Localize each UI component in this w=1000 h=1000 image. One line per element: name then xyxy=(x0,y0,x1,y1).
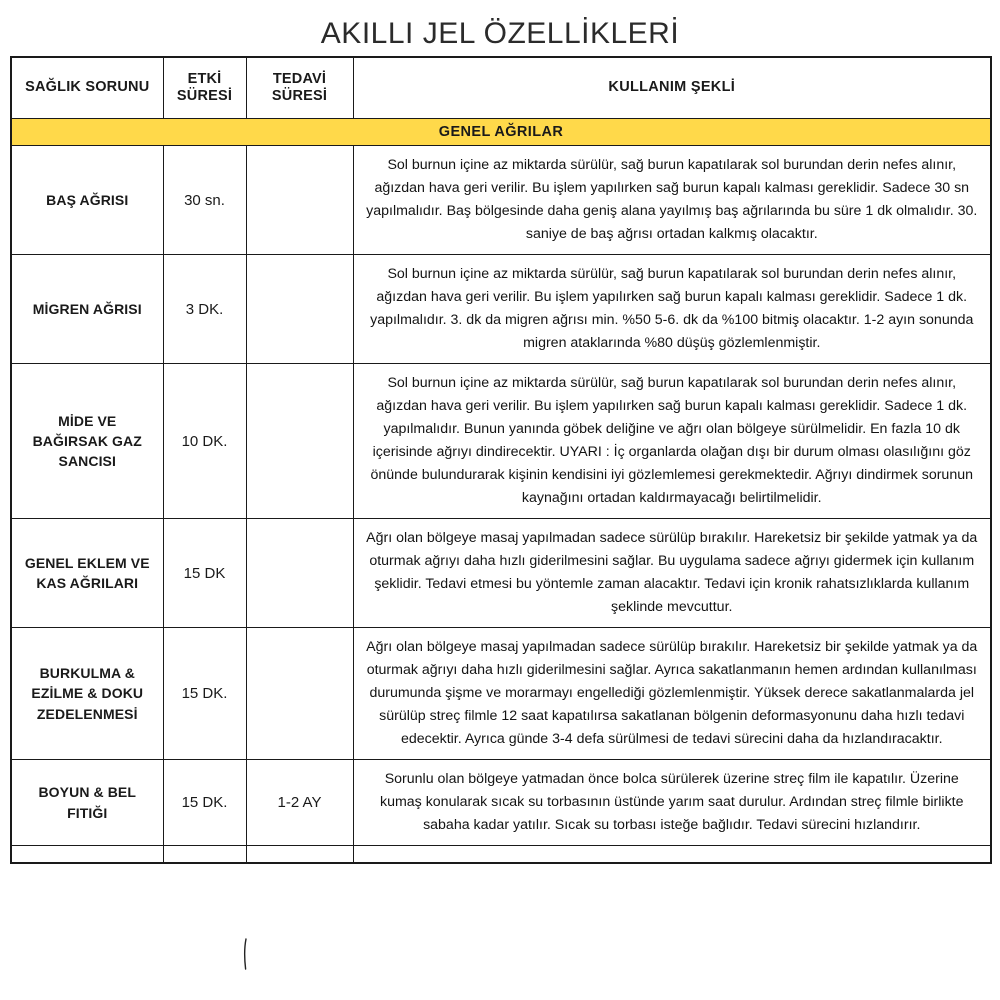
section-banner-label: GENEL AĞRILAR xyxy=(11,119,991,146)
cell-effect-duration xyxy=(163,846,246,864)
column-header-treat-line2: SÜRESİ xyxy=(271,87,328,104)
cell-problem-line: EZİLME & DOKU xyxy=(31,685,144,702)
table-row-partial xyxy=(11,846,991,864)
column-header-effect-line1: ETKİ xyxy=(187,70,222,87)
cell-treatment-duration xyxy=(246,255,353,364)
cell-treatment-duration: 1-2 AY xyxy=(246,760,353,846)
cell-problem-line: BOYUN & BEL xyxy=(38,784,137,801)
column-header-treatment-duration xyxy=(246,57,353,119)
cell-problem: BAŞ AĞRISI xyxy=(11,146,163,255)
cell-treatment-duration xyxy=(246,519,353,628)
cell-problem xyxy=(11,628,163,760)
cell-problem-line: BURKULMA & xyxy=(39,665,135,682)
cell-treatment-duration xyxy=(246,846,353,864)
cell-effect-duration: 3 DK. xyxy=(163,255,246,364)
cell-problem xyxy=(11,519,163,628)
column-header-effect-duration xyxy=(163,57,246,119)
cell-treatment-duration xyxy=(246,146,353,255)
column-header-problem: SAĞLIK SORUNU xyxy=(11,57,163,119)
table-row xyxy=(11,628,991,760)
cell-usage xyxy=(353,846,991,864)
cell-effect-duration: 10 DK. xyxy=(163,364,246,519)
cell-problem-line: MİDE VE xyxy=(58,412,117,429)
cell-treatment-duration xyxy=(246,628,353,760)
table-header xyxy=(11,57,991,119)
cell-effect-duration: 15 DK. xyxy=(163,628,246,760)
column-header-treat-line1: TEDAVİ xyxy=(272,70,327,87)
column-header-effect-line2: SÜRESİ xyxy=(176,87,233,104)
table-row xyxy=(11,255,991,364)
cell-usage: Ağrı olan bölgeye masaj yapılmadan sadece sürülüp bırakılır. Hareketsiz bir şekilde yatmak ya da oturmak ağrıyı daha hızlı giderilmesini sağlar. Ayrıca sakatlanmanın hemen ardından kullanılması durumunda şişme ve morarmayı engellediği gözlemlenmiştir. Yüksek derece sakatlanmalarda jel sürülüp streç filmle 12 saat kapatılırsa sakatlanan bölgenin deformasyonunu daha hızlı tedavi edecektir. Ayrıca günde 3-4 defa sürülmesi de tedavi sürecini daha da hızlandıracaktır. xyxy=(353,628,991,760)
cell-usage: Sol burnun içine az miktarda sürülür, sağ burun kapatılarak sol burundan derin nefes alınır, ağızdan hava geri verilir. Bu işlem yapılırken sağ burun kapalı kalması gereklidir. Sadece 1 dk. yapılmalıdır. Bunun yanında göbek deliğine ve ağrı olan bölgeye sürülmelidir. En fazla 10 dk içerisinde ağrıyı dindirecektir. UYARI : İç organlarda olağan dışı bir durum olması olasılığını göz önünde bulundurarak kişinin kendisini iyi gözlemlemesi gerekmektedir. Ağrıyı dindirmek sorunun kaynağını ortadan kaldırmayacağı belirtilmelidir. xyxy=(353,364,991,519)
ink-smudge-icon xyxy=(243,938,249,972)
header-row xyxy=(11,57,991,119)
cell-problem-line: KAS AĞRILARI xyxy=(36,575,139,591)
column-header-usage: KULLANIM ŞEKLİ xyxy=(353,57,991,119)
section-banner-row xyxy=(11,119,991,146)
table-row xyxy=(11,760,991,846)
table-row xyxy=(11,519,991,628)
spec-table xyxy=(10,56,992,865)
cell-problem xyxy=(11,364,163,519)
cell-problem-line: FITIĞI xyxy=(67,804,108,821)
cell-problem-line: BAĞIRSAK GAZ xyxy=(32,432,142,449)
table-body xyxy=(11,119,991,864)
cell-usage: Sol burnun içine az miktarda sürülür, sağ burun kapatılarak sol burundan derin nefes alınır, ağızdan hava geri verilir. Bu işlem yapılırken sağ burun kapalı kalması gereklidir. Sadece 1 dk. yapılmalıdır. 3. dk da migren ağrısı min. %50 5-6. dk da %100 bitmiş olacaktır. 1-2 ayın sonunda migren ataklarında %80 düşüş gözlemlenmiştir. xyxy=(353,255,991,364)
cell-problem-line: ZEDELENMESİ xyxy=(36,705,138,722)
table-row xyxy=(11,146,991,255)
cell-usage: Sol burnun içine az miktarda sürülür, sağ burun kapatılarak sol burundan derin nefes alınır, ağızdan hava geri verilir. Bu işlem yapılırken sağ burun kapalı kalması gereklidir. Sadece 30 sn yapılmalıdır. Baş bölgesinde daha geniş alana yayılmış baş ağrılarında bu süre 1 dk olmalıdır. 30. saniye de baş ağrısı ortadan kalkmış olacaktır. xyxy=(353,146,991,255)
cell-usage: Ağrı olan bölgeye masaj yapılmadan sadece sürülüp bırakılır. Hareketsiz bir şekilde yatmak ya da oturmak ağrıyı daha hızlı giderilmesini sağlar. Bu uygulama sadece ağrıyı gidermek için kullanım şeklidir. Tedavi etmesi bu yöntemle zaman alacaktır. Tedavi için kronik rahatsızlıklarda kullanım şeklinde mevcuttur. xyxy=(353,519,991,628)
cell-problem-line: SANCISI xyxy=(58,453,116,470)
cell-effect-duration: 30 sn. xyxy=(163,146,246,255)
cell-problem xyxy=(11,760,163,846)
cell-problem-line: GENEL EKLEM VE xyxy=(24,554,150,571)
cell-problem xyxy=(11,846,163,864)
table-container xyxy=(0,56,1000,865)
table-row xyxy=(11,364,991,519)
cell-treatment-duration xyxy=(246,364,353,519)
cell-effect-duration: 15 DK. xyxy=(163,760,246,846)
cell-problem: MİGREN AĞRISI xyxy=(11,255,163,364)
page-title: AKILLI JEL ÖZELLİKLERİ xyxy=(320,17,680,50)
cell-usage: Sorunlu olan bölgeye yatmadan önce bolca sürülerek üzerine streç film ile kapatılır. Üzerine kumaş konularak sıcak su torbasının üstünde yarım saat durulur. Ardından streç filmle birlikte sabaha kadar yatılır. Sıcak su torbası isteğe bağlıdır. Tedavi sürecini hızlandırır. xyxy=(353,760,991,846)
cell-effect-duration: 15 DK xyxy=(163,519,246,628)
